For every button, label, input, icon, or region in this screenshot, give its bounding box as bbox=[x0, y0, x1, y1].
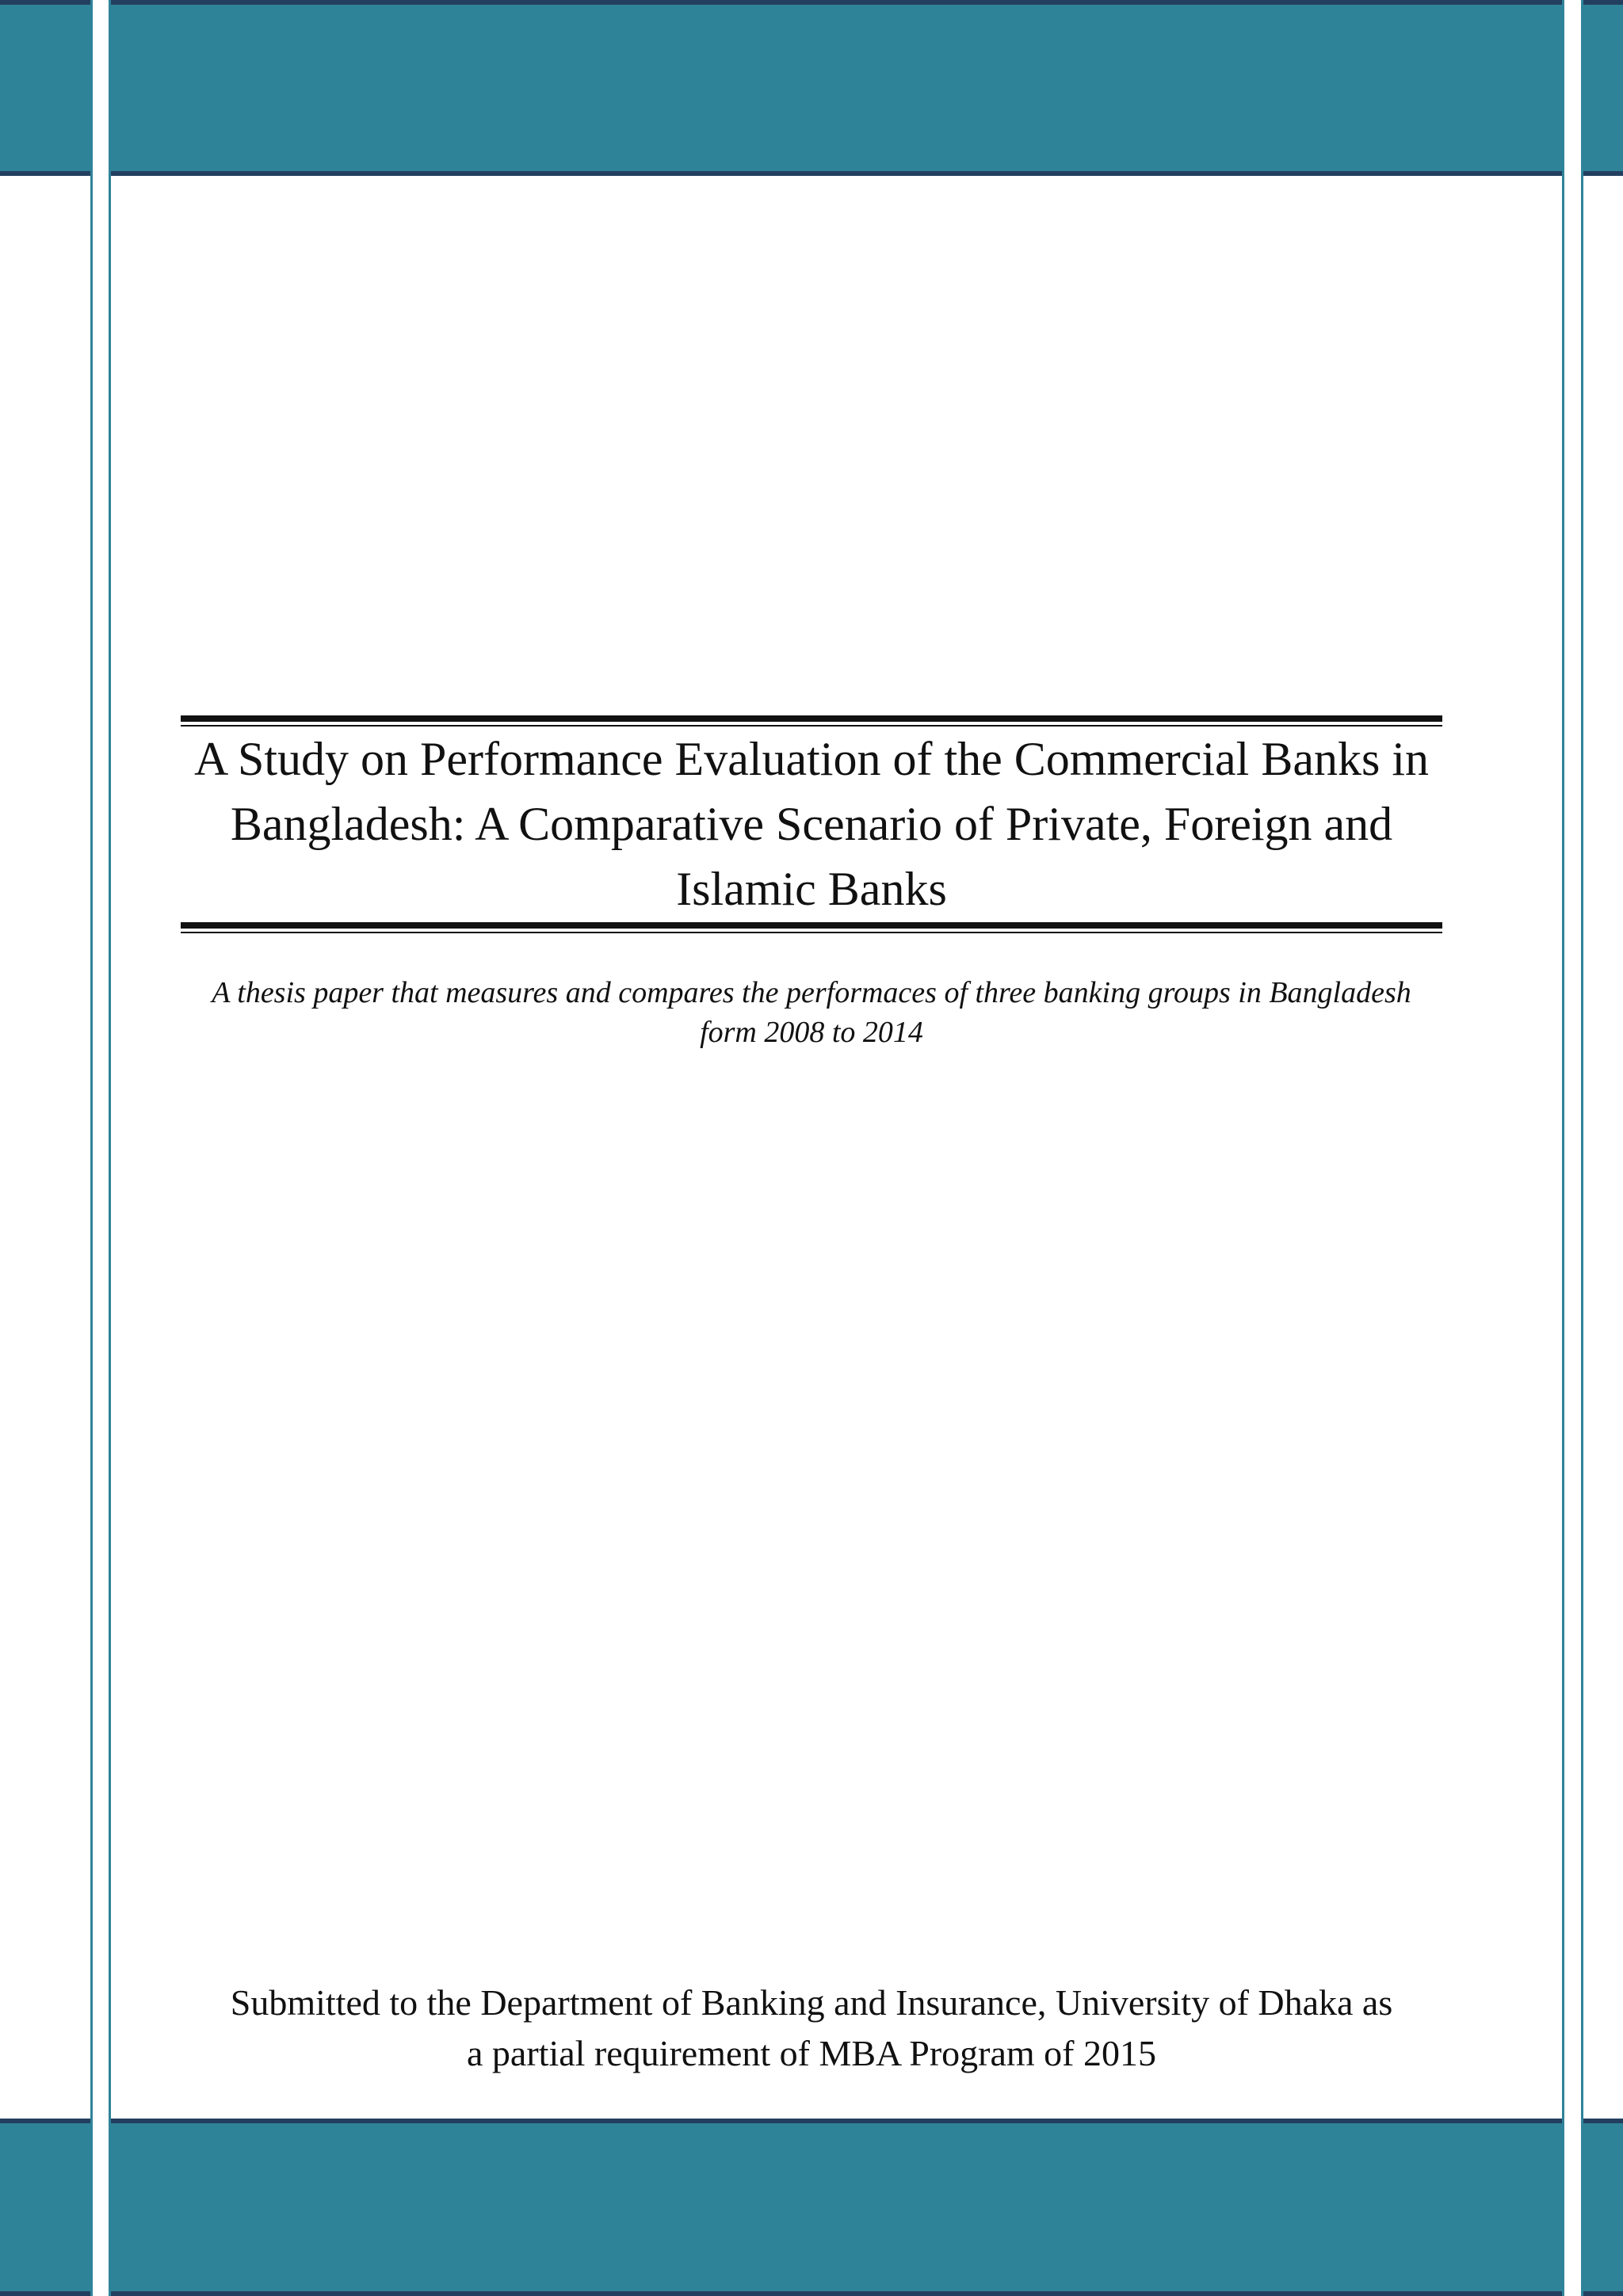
title-top-rule-thick bbox=[181, 715, 1442, 722]
left-border-line-outer bbox=[90, 0, 93, 2296]
left-border-line-inner bbox=[109, 0, 111, 2296]
document-subtitle bbox=[181, 973, 1442, 1052]
submission-line-1: Submitted to the Department of Banking and Insurance, University of Dhaka as bbox=[230, 1982, 1393, 2023]
submission-line-2: a partial requirement of MBA Program of 2015 bbox=[467, 2033, 1156, 2073]
submission-statement bbox=[181, 1978, 1442, 2079]
document-title: A Study on Performance Evaluation of the Commercial Banks in Bangladesh: A Comparative Scenario of Private, Foreign and Islamic Banks bbox=[193, 733, 1429, 915]
top-decorative-band bbox=[0, 0, 1623, 176]
subtitle-line-1: A thesis paper that measures and compares the performaces of three banking groups in Bangladesh bbox=[212, 976, 1411, 1009]
right-border-line-inner bbox=[1562, 0, 1564, 2296]
bottom-decorative-band bbox=[0, 2119, 1623, 2296]
right-border-line-outer bbox=[1581, 0, 1583, 2296]
title-bottom-rule-thin bbox=[181, 932, 1442, 933]
subtitle-line-2: form 2008 to 2014 bbox=[700, 1016, 923, 1049]
title-bottom-rule-thick bbox=[181, 922, 1442, 929]
